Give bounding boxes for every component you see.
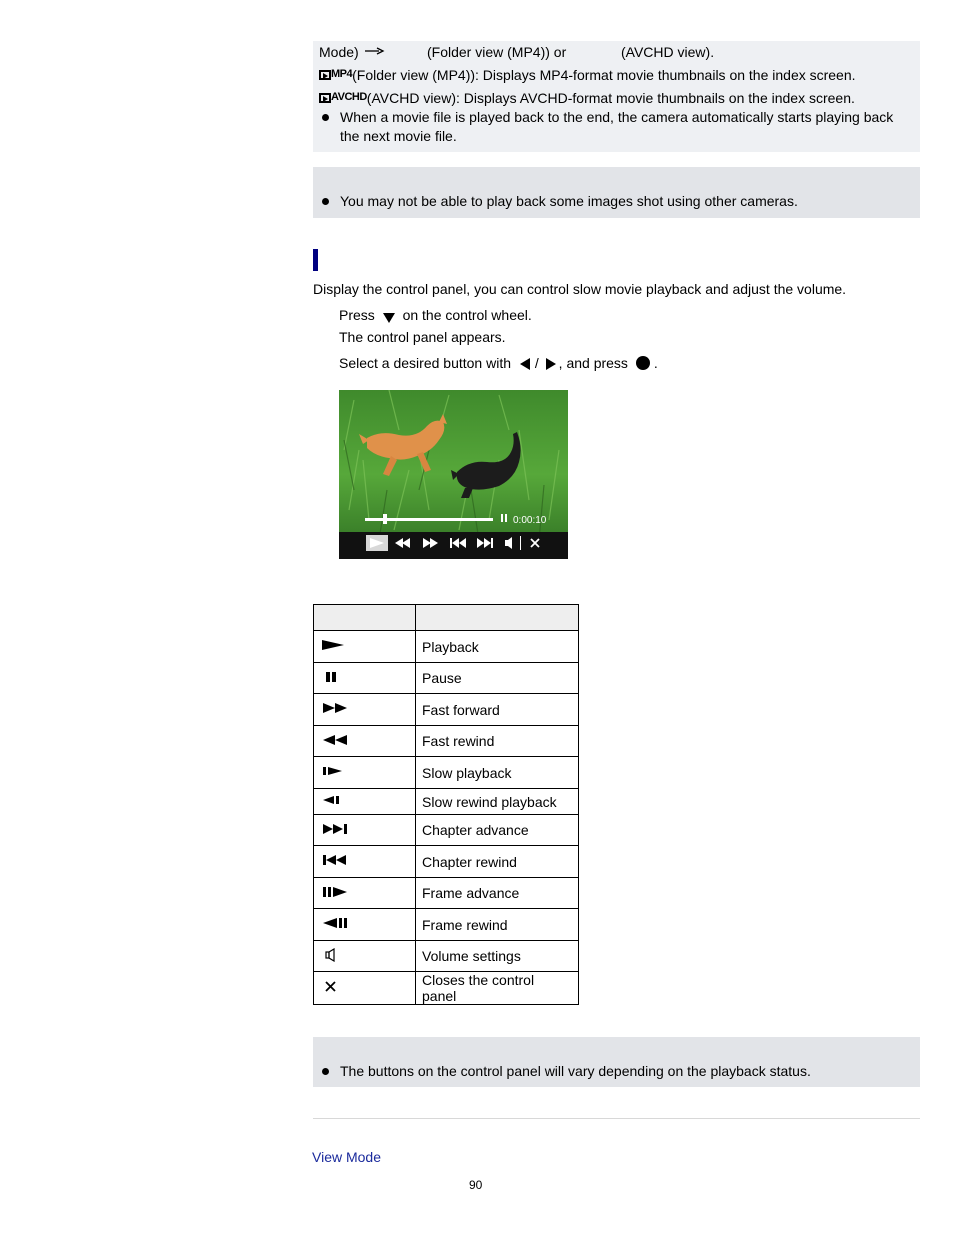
pause-icon bbox=[314, 663, 416, 694]
slow-rewind-icon bbox=[314, 789, 416, 815]
table-cell-label: Frame rewind bbox=[416, 909, 579, 941]
bullet-dot bbox=[322, 1068, 329, 1075]
table-header-cell bbox=[314, 605, 416, 631]
fast-forward-icon bbox=[314, 694, 416, 726]
table-header-row bbox=[314, 605, 579, 631]
right-triangle-icon bbox=[543, 354, 559, 372]
control-buttons-table bbox=[313, 604, 579, 1005]
note-bullet-line1: When a movie file is played back to the end, the camera automatically starts playing back bbox=[340, 109, 894, 125]
step-1: Press on the control wheel. bbox=[339, 307, 532, 323]
table-row bbox=[314, 815, 579, 846]
divider bbox=[313, 1118, 920, 1119]
control-panel-screen-image bbox=[339, 390, 568, 559]
step-2: Select a desired button with / , and press . bbox=[339, 355, 658, 371]
table-header-cell bbox=[416, 605, 579, 631]
note-bullet-line2: the next movie file. bbox=[340, 128, 457, 144]
table-row bbox=[314, 909, 579, 941]
table-row bbox=[314, 757, 579, 789]
volume-icon bbox=[314, 941, 416, 972]
table-cell-label: Pause bbox=[416, 663, 579, 694]
center-button-icon bbox=[632, 354, 654, 372]
note3-bullet: The buttons on the control panel will vary depending on the playback status. bbox=[340, 1063, 811, 1079]
table-row bbox=[314, 878, 579, 909]
slow-playback-icon bbox=[314, 757, 416, 789]
chapter-advance-icon bbox=[314, 815, 416, 846]
section-intro: Display the control panel, you can control slow movie playback and adjust the volume. bbox=[313, 281, 847, 297]
table-cell-label: Chapter rewind bbox=[416, 846, 579, 878]
note-line-avchd: AVCHD (AVCHD view): Displays AVCHD-format movie thumbnails on the index screen. bbox=[319, 89, 855, 107]
table-row bbox=[314, 972, 579, 1005]
table-cell-label: Fast rewind bbox=[416, 726, 579, 757]
arrow-right-icon bbox=[363, 42, 385, 60]
close-icon bbox=[314, 972, 416, 1005]
fast-rewind-icon bbox=[314, 726, 416, 757]
table-row bbox=[314, 631, 579, 663]
table-row bbox=[314, 726, 579, 757]
table-cell-label: Volume settings bbox=[416, 941, 579, 972]
note2-bullet: You may not be able to play back some images shot using other cameras. bbox=[340, 193, 798, 209]
frame-advance-icon bbox=[314, 878, 416, 909]
table-cell-label: Fast forward bbox=[416, 694, 579, 726]
bullet-dot bbox=[322, 114, 329, 121]
left-triangle-icon bbox=[515, 354, 535, 372]
table-row bbox=[314, 941, 579, 972]
table-row bbox=[314, 663, 579, 694]
step-1-result: The control panel appears. bbox=[339, 329, 506, 345]
table-cell-label: Chapter advance bbox=[416, 815, 579, 846]
page-number: 90 bbox=[469, 1178, 483, 1192]
table-cell-label: Closes the control panel bbox=[416, 972, 579, 1005]
table-row bbox=[314, 694, 579, 726]
table-cell-label: Slow playback bbox=[416, 757, 579, 789]
table-row bbox=[314, 789, 579, 815]
view-mode-link[interactable]: View Mode bbox=[312, 1149, 382, 1165]
section-heading-bar bbox=[313, 249, 318, 271]
avchd-view-icon: AVCHD bbox=[319, 92, 367, 103]
frame-rewind-icon bbox=[314, 909, 416, 941]
note-line-mp4: MP4 (Folder view (MP4)): Displays MP4-format movie thumbnails on the index screen. bbox=[319, 66, 856, 84]
note-line-mode: Mode) bbox=[319, 43, 385, 61]
play-icon bbox=[314, 631, 416, 663]
table-row bbox=[314, 846, 579, 878]
playback-time: 0:00:10 bbox=[513, 515, 547, 526]
note-line-mode-c: (AVCHD view). bbox=[621, 44, 715, 60]
table-cell-label: Frame advance bbox=[416, 878, 579, 909]
table-cell-label: Slow rewind playback bbox=[416, 789, 579, 815]
bullet-dot bbox=[322, 198, 329, 205]
chapter-rewind-icon bbox=[314, 846, 416, 878]
table-cell-label: Playback bbox=[416, 631, 579, 663]
down-triangle-icon bbox=[379, 306, 399, 324]
folder-view-mp4-icon: MP4 bbox=[319, 69, 352, 80]
note-line-mode-b: (Folder view (MP4)) or bbox=[427, 44, 567, 60]
